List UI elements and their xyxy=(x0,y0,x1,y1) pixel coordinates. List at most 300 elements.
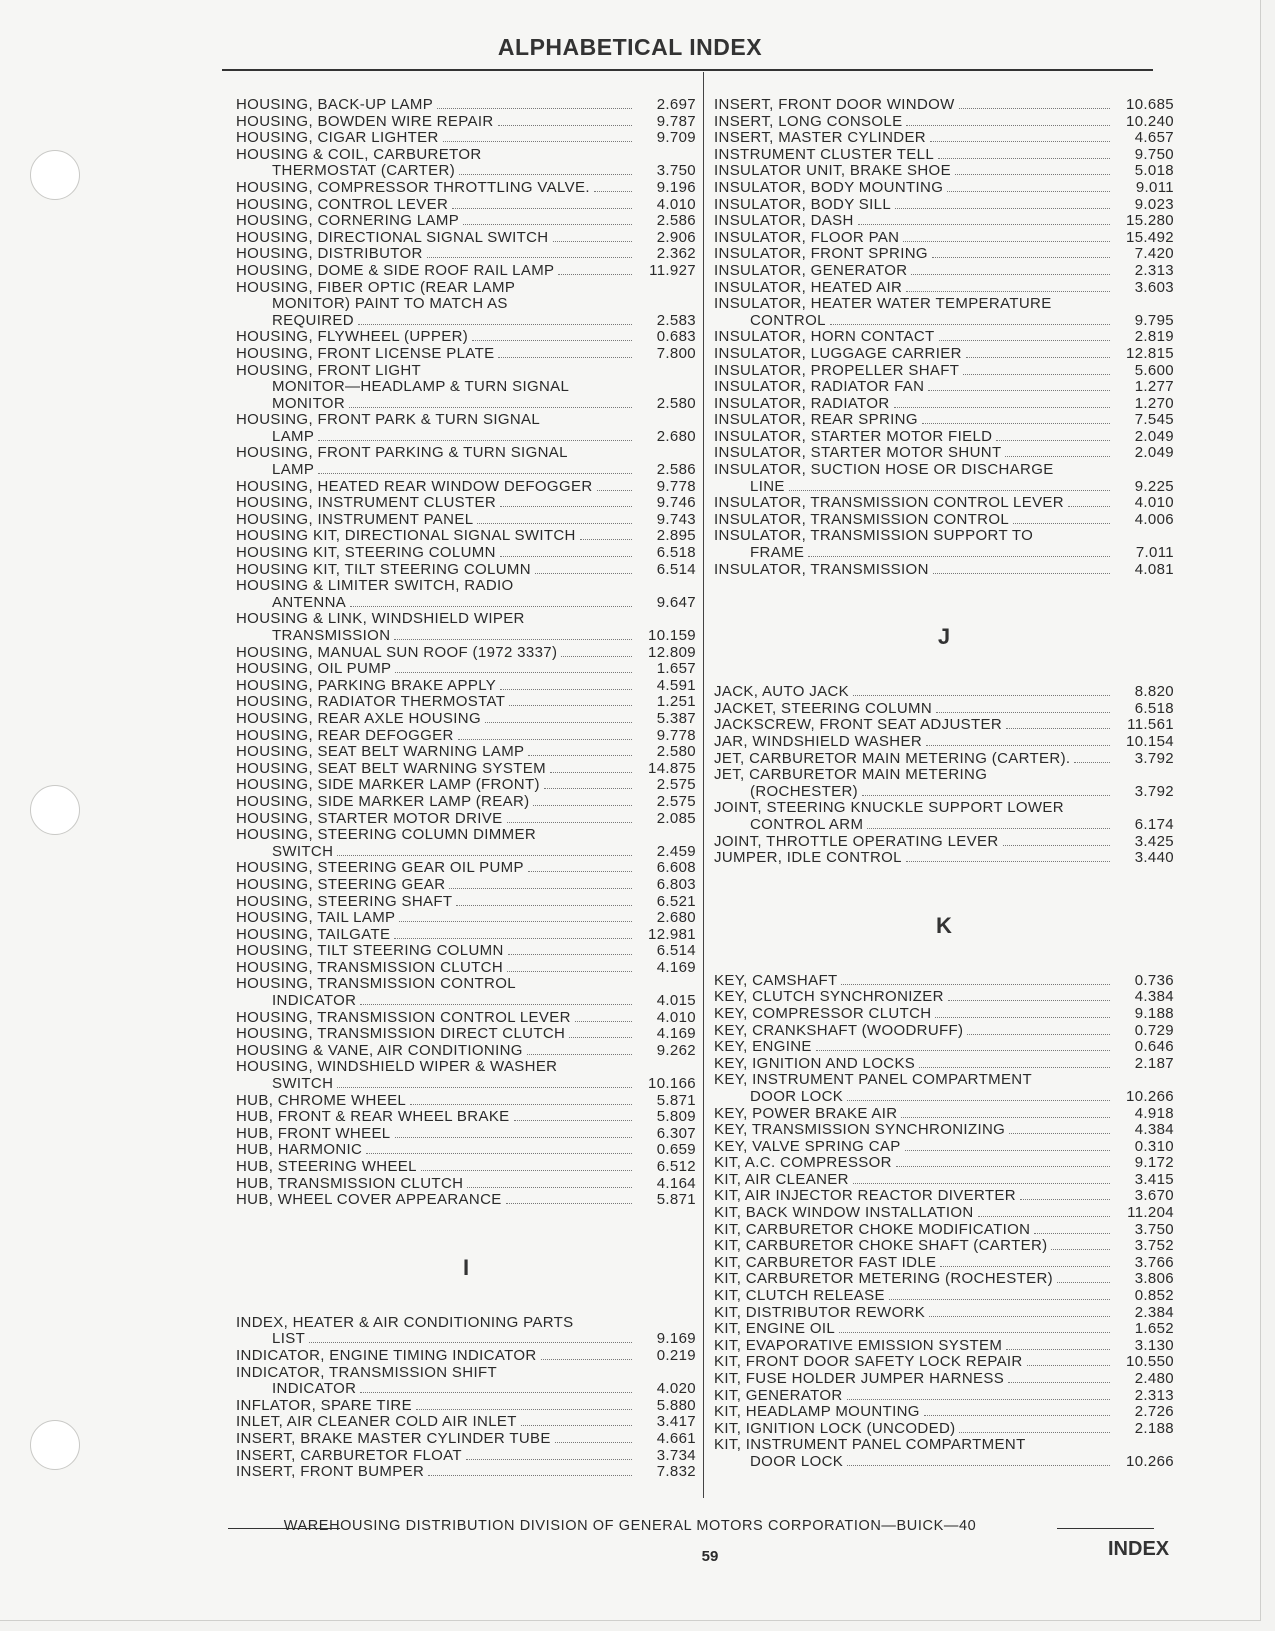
entry-page-ref: 4.010 xyxy=(656,195,696,213)
section-heading-k: K xyxy=(936,912,952,938)
title-rule xyxy=(222,69,1153,71)
dot-leader xyxy=(1008,1382,1110,1383)
index-entry xyxy=(714,213,1174,230)
dot-leader xyxy=(350,606,632,607)
dot-leader xyxy=(853,1183,1110,1184)
index-entry xyxy=(236,1126,696,1143)
entry-page-ref: 9.172 xyxy=(1134,1154,1174,1172)
index-entry xyxy=(236,213,696,230)
entry-page-ref: 2.906 xyxy=(656,228,696,246)
entry-text: KIT, BACK WINDOW INSTALLATION xyxy=(714,1205,974,1222)
dot-leader xyxy=(558,274,632,275)
entry-page-ref: 11.927 xyxy=(649,261,696,279)
index-entry xyxy=(714,717,1174,734)
index-entry xyxy=(714,1188,1174,1205)
entry-page-ref: 2.313 xyxy=(1134,1386,1174,1404)
entry-text: KEY, COMPRESSOR CLUTCH xyxy=(714,1005,932,1022)
index-entry xyxy=(236,280,696,297)
entry-page-ref: 2.819 xyxy=(1134,328,1174,346)
dot-leader xyxy=(500,556,632,557)
entry-page-ref: 4.169 xyxy=(656,1025,696,1043)
index-entry xyxy=(714,163,1174,180)
entry-text: HOUSING, FRONT LIGHT xyxy=(236,362,422,379)
entry-text: HOUSING KIT, STEERING COLUMN xyxy=(236,545,496,562)
dot-leader xyxy=(533,805,632,806)
entry-page-ref: 3.415 xyxy=(1134,1170,1174,1188)
index-entry xyxy=(714,1089,1174,1106)
entry-page-ref: 0.219 xyxy=(656,1346,696,1364)
index-entry xyxy=(714,767,1174,784)
dot-leader xyxy=(1034,1233,1110,1234)
entry-page-ref: 3.417 xyxy=(656,1413,696,1431)
entry-page-ref: 0.310 xyxy=(1134,1137,1174,1155)
section-k-entry-list xyxy=(714,973,1174,1471)
entry-page-ref: 2.085 xyxy=(656,809,696,827)
index-entry xyxy=(236,811,696,828)
dot-leader xyxy=(580,539,632,540)
dot-leader xyxy=(349,407,632,408)
entry-text: LIST xyxy=(272,1331,306,1348)
entry-page-ref: 6.521 xyxy=(656,892,696,910)
dot-leader xyxy=(896,1166,1110,1167)
dot-leader xyxy=(597,490,632,491)
entry-text: HOUSING, REAR DEFOGGER xyxy=(236,727,454,744)
index-entry xyxy=(714,1056,1174,1073)
entry-text: HOUSING, PARKING BRAKE APPLY xyxy=(236,677,497,694)
entry-text: INSULATOR, TRANSMISSION xyxy=(714,561,929,578)
index-entry xyxy=(714,445,1174,462)
dot-leader xyxy=(939,340,1110,341)
entry-page-ref: 0.659 xyxy=(656,1141,696,1159)
entry-text: HOUSING, TILT STEERING COLUMN xyxy=(236,943,504,960)
entry-page-ref: 11.204 xyxy=(1127,1204,1174,1222)
entry-page-ref: 1.251 xyxy=(656,693,696,711)
entry-text: INSULATOR, HORN CONTACT xyxy=(714,329,935,346)
index-entry xyxy=(714,197,1174,214)
dot-leader xyxy=(847,1465,1110,1466)
entry-text: SWITCH xyxy=(272,1076,334,1093)
index-entry xyxy=(236,1414,696,1431)
dot-leader xyxy=(553,241,633,242)
entry-text: HOUSING, STARTER MOTOR DRIVE xyxy=(236,810,503,827)
dot-leader xyxy=(905,1150,1110,1151)
index-entry xyxy=(714,1271,1174,1288)
entry-page-ref: 4.661 xyxy=(656,1429,696,1447)
entry-page-ref: 3.603 xyxy=(1134,278,1174,296)
entry-text: HOUSING, REAR AXLE HOUSING xyxy=(236,710,481,727)
index-entry xyxy=(236,246,696,263)
entry-text: INSULATOR, HEATED AIR xyxy=(714,279,903,296)
entry-page-ref: 1.277 xyxy=(1134,378,1174,396)
entry-page-ref: 2.187 xyxy=(1134,1054,1174,1072)
entry-text: HOUSING, CORNERING LAMP xyxy=(236,213,460,230)
index-entry xyxy=(236,1059,696,1076)
dot-leader xyxy=(839,1332,1110,1333)
section-label: INDEX xyxy=(1108,1538,1170,1560)
entry-page-ref: 10.266 xyxy=(1126,1452,1174,1470)
dot-leader xyxy=(366,1153,632,1154)
entry-text: INSULATOR, BODY MOUNTING xyxy=(714,179,944,196)
binder-hole-middle xyxy=(30,785,80,835)
entry-text: INLET, AIR CLEANER COLD AIR INLET xyxy=(236,1414,517,1431)
entry-text: KIT, CARBURETOR CHOKE SHAFT (CARTER) xyxy=(714,1238,1048,1255)
entry-page-ref: 3.670 xyxy=(1134,1187,1174,1205)
entry-text: HOUSING, FRONT PARK & TURN SIGNAL xyxy=(236,412,541,429)
dot-leader xyxy=(938,158,1110,159)
dot-leader xyxy=(309,1342,632,1343)
dot-leader xyxy=(978,1216,1110,1217)
dot-leader xyxy=(955,174,1110,175)
index-entry xyxy=(714,834,1174,851)
entry-page-ref: 4.081 xyxy=(1134,560,1174,578)
index-entry xyxy=(236,661,696,678)
entry-page-ref: 5.387 xyxy=(656,709,696,727)
entry-page-ref: 1.652 xyxy=(1134,1320,1174,1338)
entry-page-ref: 4.169 xyxy=(656,958,696,976)
entry-page-ref: 4.015 xyxy=(656,992,696,1010)
index-entry xyxy=(714,1222,1174,1239)
dot-leader xyxy=(544,788,632,789)
entry-page-ref: 2.188 xyxy=(1134,1419,1174,1437)
entry-text: INSERT, CARBURETOR FLOAT xyxy=(236,1447,462,1464)
entry-text: HOUSING, DISTRIBUTOR xyxy=(236,246,423,263)
entry-page-ref: 4.006 xyxy=(1134,510,1174,528)
entry-page-ref: 7.545 xyxy=(1134,411,1174,429)
index-entry xyxy=(714,973,1174,990)
entry-text: HOUSING, FIBER OPTIC (REAR LAMP xyxy=(236,279,516,296)
entry-page-ref: 2.459 xyxy=(656,842,696,860)
entry-text: HOUSING, FRONT LICENSE PLATE xyxy=(236,345,495,362)
entry-page-ref: 6.307 xyxy=(656,1124,696,1142)
index-entry xyxy=(714,1039,1174,1056)
entry-page-ref: 2.480 xyxy=(1134,1370,1174,1387)
entry-page-ref: 4.164 xyxy=(656,1174,696,1192)
entry-text: HOUSING, SIDE MARKER LAMP (FRONT) xyxy=(236,777,540,794)
dot-leader xyxy=(394,938,632,939)
entry-page-ref: 5.880 xyxy=(656,1396,696,1414)
entry-page-ref: 4.020 xyxy=(656,1380,696,1398)
entry-page-ref: 3.425 xyxy=(1134,832,1174,850)
entry-page-ref: 10.550 xyxy=(1126,1353,1174,1371)
entry-page-ref: 9.743 xyxy=(656,510,696,528)
entry-page-ref: 9.188 xyxy=(1134,1004,1174,1022)
entry-page-ref: 2.680 xyxy=(656,909,696,927)
index-entry xyxy=(236,197,696,214)
entry-text: MONITOR—HEADLAMP & TURN SIGNAL xyxy=(272,379,570,396)
entry-text: INSULATOR, TRANSMISSION CONTROL LEVER xyxy=(714,495,1064,512)
index-entry xyxy=(236,827,696,844)
index-entry xyxy=(236,562,696,579)
entry-text: INFLATOR, SPARE TIRE xyxy=(236,1397,412,1414)
entry-text: HOUSING KIT, TILT STEERING COLUMN xyxy=(236,561,531,578)
dot-leader xyxy=(399,921,632,922)
entry-page-ref: 9.709 xyxy=(656,129,696,147)
dot-leader xyxy=(932,257,1110,258)
entry-page-ref: 3.792 xyxy=(1134,749,1174,767)
index-entry xyxy=(236,1315,696,1332)
index-entry xyxy=(236,711,696,728)
index-entry xyxy=(236,396,696,413)
entry-text: ANTENNA xyxy=(272,594,347,611)
dot-leader xyxy=(498,357,632,358)
entry-page-ref: 5.871 xyxy=(656,1091,696,1109)
index-entry xyxy=(714,1321,1174,1338)
binder-hole-bottom xyxy=(30,1420,80,1470)
entry-text: INSULATOR, DASH xyxy=(714,213,854,230)
index-entry xyxy=(236,130,696,147)
entry-page-ref: 4.010 xyxy=(1134,494,1174,512)
entry-text: THERMOSTAT (CARTER) xyxy=(272,163,456,180)
dot-leader xyxy=(467,1187,632,1188)
dot-leader xyxy=(947,191,1110,192)
entry-text: TRANSMISSION xyxy=(272,628,391,644)
entry-page-ref: 0.852 xyxy=(1134,1287,1174,1305)
entry-page-ref: 0.683 xyxy=(656,328,696,346)
dot-leader xyxy=(1006,1349,1110,1350)
entry-text: INSULATOR UNIT, BRAKE SHOE xyxy=(714,163,951,180)
entry-page-ref: 10.166 xyxy=(648,1075,696,1093)
dot-leader xyxy=(816,1050,1110,1051)
entry-page-ref: 2.575 xyxy=(656,792,696,810)
entry-text: HOUSING, DOME & SIDE ROOF RAIL LAMP xyxy=(236,262,555,279)
index-entry xyxy=(714,1155,1174,1172)
entry-page-ref: 2.575 xyxy=(656,776,696,794)
dot-leader xyxy=(360,1004,632,1005)
dot-leader xyxy=(541,1359,632,1360)
entry-page-ref: 6.518 xyxy=(1134,699,1174,717)
index-entry xyxy=(236,1365,696,1382)
entry-page-ref: 4.384 xyxy=(1134,988,1174,1006)
index-entry xyxy=(236,1448,696,1465)
index-entry xyxy=(236,1076,696,1093)
dot-leader xyxy=(936,712,1110,713)
entry-text: INSULATOR, TRANSMISSION CONTROL xyxy=(714,511,1010,528)
entry-text: (ROCHESTER) xyxy=(750,783,859,800)
entry-text: HOUSING, HEATED REAR WINDOW DEFOGGER xyxy=(236,478,593,495)
entry-page-ref: 7.832 xyxy=(656,1463,696,1481)
entry-text: JOINT, STEERING KNUCKLE SUPPORT LOWER xyxy=(714,800,1064,817)
index-entry xyxy=(714,1072,1174,1089)
section-i-entry-list xyxy=(236,1315,696,1481)
entry-page-ref: 7.800 xyxy=(656,344,696,362)
entry-text: CONTROL xyxy=(750,312,826,329)
index-entry xyxy=(236,628,696,645)
entry-text: INSERT, BRAKE MASTER CYLINDER TUBE xyxy=(236,1430,551,1447)
index-entry xyxy=(236,960,696,977)
dot-leader xyxy=(485,722,632,723)
index-entry xyxy=(714,1106,1174,1123)
entry-text: HOUSING, FLYWHEEL (UPPER) xyxy=(236,329,469,346)
index-entry xyxy=(714,1454,1174,1471)
index-entry xyxy=(236,230,696,247)
entry-page-ref: 12.981 xyxy=(648,925,696,943)
entry-text: INSULATOR, TRANSMISSION SUPPORT TO xyxy=(714,528,1034,545)
index-entry xyxy=(714,1205,1174,1222)
index-entry xyxy=(236,313,696,330)
entry-text: HUB, WHEEL COVER APPEARANCE xyxy=(236,1192,502,1209)
entry-page-ref: 9.196 xyxy=(656,178,696,196)
entry-page-ref: 4.591 xyxy=(656,676,696,694)
entry-page-ref: 6.514 xyxy=(656,942,696,960)
entry-text: HOUSING & LINK, WINDSHIELD WIPER xyxy=(236,611,525,628)
entry-page-ref: 9.011 xyxy=(1135,178,1174,196)
index-entry xyxy=(236,545,696,562)
index-entry xyxy=(236,163,696,180)
entry-text: SWITCH xyxy=(272,843,334,860)
index-entry xyxy=(236,445,696,462)
entry-page-ref: 4.384 xyxy=(1134,1121,1174,1139)
entry-page-ref: 4.010 xyxy=(656,1008,696,1026)
entry-text: HUB, HARMONIC xyxy=(236,1142,363,1159)
index-entry xyxy=(714,396,1174,413)
index-entry xyxy=(236,1109,696,1126)
dot-leader xyxy=(394,639,632,640)
index-entry xyxy=(236,1348,696,1365)
entry-text: KEY, TRANSMISSION SYNCHRONIZING xyxy=(714,1122,1006,1139)
index-entry xyxy=(714,280,1174,297)
index-entry xyxy=(714,1006,1174,1023)
dot-leader xyxy=(550,772,632,773)
dot-leader xyxy=(847,1399,1110,1400)
entry-text: KIT, A.C. COMPRESSOR xyxy=(714,1155,892,1172)
dot-leader xyxy=(929,1316,1110,1317)
entry-page-ref: 2.362 xyxy=(656,245,696,263)
entry-text: HUB, CHROME WHEEL xyxy=(236,1092,407,1109)
dot-leader xyxy=(507,822,633,823)
index-entry xyxy=(236,1398,696,1415)
index-entry xyxy=(714,1288,1174,1305)
entry-text: KIT, EVAPORATIVE EMISSION SYSTEM xyxy=(714,1337,1003,1354)
right-entry-list xyxy=(714,97,1174,578)
entry-text: LAMP xyxy=(272,462,315,479)
dot-leader xyxy=(508,954,632,955)
index-entry xyxy=(236,1093,696,1110)
dot-leader xyxy=(555,1442,632,1443)
dot-leader xyxy=(528,755,632,756)
entry-text: HOUSING, COMPRESSOR THROTTLING VALVE. xyxy=(236,179,590,196)
entry-page-ref: 10.240 xyxy=(1126,112,1174,130)
entry-page-ref: 6.803 xyxy=(656,875,696,893)
dot-leader xyxy=(1009,1133,1110,1134)
entry-text: KIT, CARBURETOR METERING (ROCHESTER) xyxy=(714,1271,1054,1288)
index-entry xyxy=(714,462,1174,479)
entry-page-ref: 3.750 xyxy=(656,162,696,180)
entry-page-ref: 6.608 xyxy=(656,859,696,877)
entry-text: LINE xyxy=(750,478,785,495)
section-j-entry-list xyxy=(714,684,1174,867)
index-entry xyxy=(236,943,696,960)
entry-text: KEY, IGNITION AND LOCKS xyxy=(714,1055,916,1072)
index-entry xyxy=(714,97,1174,114)
entry-page-ref: 9.746 xyxy=(656,494,696,512)
entry-text: HOUSING, OIL PUMP xyxy=(236,661,392,678)
index-entry xyxy=(714,412,1174,429)
entry-text: HOUSING, CONTROL LEVER xyxy=(236,196,449,213)
entry-text: HOUSING, INSTRUMENT PANEL xyxy=(236,511,474,528)
dot-leader xyxy=(437,108,632,109)
entry-page-ref: 9.262 xyxy=(656,1041,696,1059)
entry-text: KIT, INSTRUMENT PANEL COMPARTMENT xyxy=(714,1437,1026,1454)
dot-leader xyxy=(1020,1199,1110,1200)
entry-page-ref: 15.492 xyxy=(1126,228,1174,246)
entry-page-ref: 12.809 xyxy=(648,643,696,661)
index-entry xyxy=(714,512,1174,529)
dot-leader xyxy=(458,739,632,740)
index-entry xyxy=(236,296,696,313)
entry-page-ref: 3.752 xyxy=(1134,1237,1174,1255)
entry-text: DOOR LOCK xyxy=(750,1453,844,1470)
entry-text: JET, CARBURETOR MAIN METERING (CARTER). xyxy=(714,750,1071,767)
index-entry xyxy=(714,528,1174,545)
entry-page-ref: 0.736 xyxy=(1134,971,1174,989)
entry-text: KIT, GENERATOR xyxy=(714,1387,843,1404)
entry-text: JACKSCREW, FRONT SEAT ADJUSTER xyxy=(714,717,1003,734)
dot-leader xyxy=(889,1299,1110,1300)
dot-leader xyxy=(940,1266,1110,1267)
dot-leader xyxy=(521,1425,632,1426)
index-entry xyxy=(714,850,1174,867)
dot-leader xyxy=(358,324,632,325)
dot-leader xyxy=(903,241,1110,242)
entry-text: FRAME xyxy=(750,545,805,562)
index-entry xyxy=(236,910,696,927)
dot-leader xyxy=(911,274,1110,275)
entry-page-ref: 2.580 xyxy=(656,743,696,761)
index-entry xyxy=(236,777,696,794)
page-number: 59 xyxy=(701,1548,719,1565)
entry-text: INSULATOR, BODY SILL xyxy=(714,196,892,213)
index-entry xyxy=(714,1388,1174,1405)
entry-text: JUMPER, IDLE CONTROL xyxy=(714,850,902,867)
entry-page-ref: 5.600 xyxy=(1134,361,1174,379)
entry-text: KIT, FRONT DOOR SAFETY LOCK REPAIR xyxy=(714,1354,1023,1371)
index-entry xyxy=(714,1404,1174,1421)
entry-text: LAMP xyxy=(272,428,315,445)
index-entry xyxy=(236,379,696,396)
entry-text: INDICATOR xyxy=(272,1381,357,1398)
entry-text: HOUSING, STEERING COLUMN DIMMER xyxy=(236,827,537,844)
entry-text: HOUSING, DIRECTIONAL SIGNAL SWITCH xyxy=(236,229,549,246)
dot-leader xyxy=(443,141,632,142)
index-entry xyxy=(714,1437,1174,1454)
dot-leader xyxy=(528,871,632,872)
entry-text: INDICATOR, ENGINE TIMING INDICATOR xyxy=(236,1347,537,1364)
entry-page-ref: 9.787 xyxy=(656,112,696,130)
index-entry xyxy=(236,993,696,1010)
dot-leader xyxy=(1006,728,1110,729)
section-heading-i: I xyxy=(462,1254,470,1280)
entry-page-ref: 9.169 xyxy=(656,1330,696,1348)
entry-page-ref: 7.011 xyxy=(1135,544,1174,562)
column-divider xyxy=(703,72,704,1498)
index-entry xyxy=(714,1238,1174,1255)
entry-text: HOUSING, STEERING SHAFT xyxy=(236,893,453,910)
dot-leader xyxy=(894,407,1110,408)
entry-text: KEY, POWER BRAKE AIR xyxy=(714,1105,898,1122)
entry-text: INSULATOR, SUCTION HOSE OR DISCHARGE xyxy=(714,462,1054,479)
index-entry xyxy=(236,180,696,197)
entry-page-ref: 7.420 xyxy=(1134,245,1174,263)
entry-page-ref: 9.225 xyxy=(1134,477,1174,495)
entry-text: KEY, VALVE SPRING CAP xyxy=(714,1138,901,1155)
index-entry xyxy=(714,784,1174,801)
dot-leader xyxy=(922,423,1110,424)
index-entry xyxy=(714,263,1174,280)
index-entry xyxy=(714,114,1174,131)
entry-text: JACK, AUTO JACK xyxy=(714,684,850,701)
entry-text: HOUSING, SIDE MARKER LAMP (REAR) xyxy=(236,793,530,810)
entry-text: KIT, FUSE HOLDER JUMPER HARNESS xyxy=(714,1371,1005,1387)
